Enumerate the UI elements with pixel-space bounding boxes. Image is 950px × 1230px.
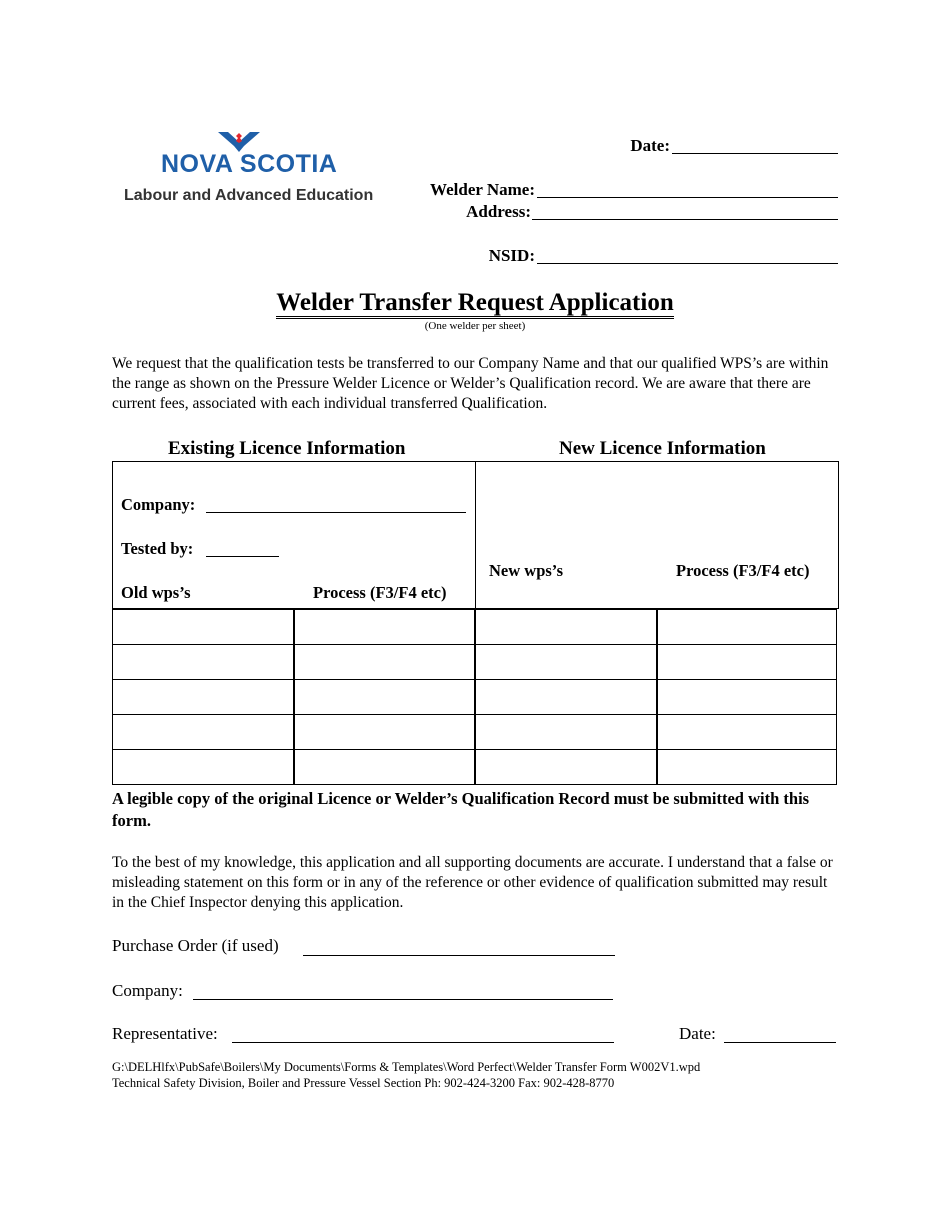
tested-by-field[interactable] — [206, 556, 279, 557]
signoff-date-field[interactable] — [724, 1042, 836, 1043]
existing-company-field[interactable] — [206, 512, 466, 513]
old-process-cell[interactable] — [294, 644, 475, 680]
intro-paragraph: We request that the qualification tests be transferred to our Company Name and that our qualified WPS’s are within the range as shown on the Pressure Welder Licence or Welder’s Qualification record. We are aware that there are current fees, associated with each individual transferred Qualification. — [112, 355, 829, 412]
tested-by-label: Tested by: — [121, 539, 194, 558]
new-licence-heading: New Licence Information — [559, 438, 766, 459]
logo-nova-scotia: NOVA SCOTIA — [161, 150, 338, 178]
new-process-cell[interactable] — [657, 644, 837, 680]
page-subtitle: (One welder per sheet) — [424, 320, 526, 332]
new-wps-cell[interactable] — [475, 609, 657, 645]
old-process-cell[interactable] — [294, 609, 475, 645]
old-process-header: Process (F3/F4 etc) — [313, 583, 447, 602]
new-wps-cell[interactable] — [475, 714, 657, 750]
new-process-cell[interactable] — [657, 714, 837, 750]
old-process-cell[interactable] — [294, 679, 475, 715]
new-wps-cell[interactable] — [475, 679, 657, 715]
welder-name-label: Welder Name: — [430, 180, 535, 199]
declaration-paragraph: To the best of my knowledge, this application and all supporting documents are accurate. I understand that a false or misleading statement on this form or in any of the reference or other evidence of qualification submitted may result in the Chief Inspector denying this application. — [112, 854, 833, 911]
old-wps-cell[interactable] — [112, 644, 294, 680]
new-process-cell[interactable] — [657, 749, 837, 785]
signoff-company-field[interactable] — [193, 999, 613, 1000]
purchase-order-field[interactable] — [303, 955, 615, 956]
nsid-label: NSID: — [488, 246, 535, 265]
signoff-date-label: Date: — [679, 1024, 716, 1043]
new-wps-header: New wps’s — [489, 561, 564, 580]
old-wps-cell[interactable] — [112, 749, 294, 785]
submission-note: A legible copy of the original Licence or Welder’s Qualification Record must be submitted with this form. — [112, 789, 810, 830]
new-wps-cell[interactable] — [475, 749, 657, 785]
representative-field[interactable] — [232, 1042, 614, 1043]
new-process-cell[interactable] — [657, 609, 837, 645]
address-label: Address: — [466, 202, 531, 221]
existing-licence-heading: Existing Licence Information — [168, 438, 406, 459]
company-label: Company: — [121, 495, 196, 514]
address-field[interactable] — [532, 219, 838, 220]
logo-department: Labour and Advanced Education — [124, 187, 374, 204]
new-process-cell[interactable] — [657, 679, 837, 715]
old-wps-header: Old wps’s — [121, 583, 191, 602]
old-process-cell[interactable] — [294, 749, 475, 785]
old-wps-cell[interactable] — [112, 714, 294, 750]
date-label: Date: — [630, 136, 670, 155]
nsid-field[interactable] — [537, 263, 838, 264]
page-title: Welder Transfer Request Application — [0, 289, 950, 317]
footer-file-path: G:\DELHlfx\PubSafe\Boilers\My Documents\Forms & Templates\Word Perfect\Welder Transfer Form W002V1.wpd — [112, 1060, 701, 1074]
new-process-header: Process (F3/F4 etc) — [676, 561, 810, 580]
representative-label: Representative: — [112, 1024, 218, 1043]
new-wps-cell[interactable] — [475, 644, 657, 680]
footer-contact: Technical Safety Division, Boiler and Pressure Vessel Section Ph: 902-424-3200 Fax: 902-428-8770 — [112, 1076, 615, 1090]
old-wps-cell[interactable] — [112, 679, 294, 715]
purchase-order-label: Purchase Order (if used) — [112, 936, 279, 955]
old-wps-cell[interactable] — [112, 609, 294, 645]
welder-name-field[interactable] — [537, 197, 838, 198]
date-field[interactable] — [672, 153, 838, 154]
signoff-company-label: Company: — [112, 981, 183, 1000]
old-process-cell[interactable] — [294, 714, 475, 750]
licence-divider — [475, 461, 476, 609]
